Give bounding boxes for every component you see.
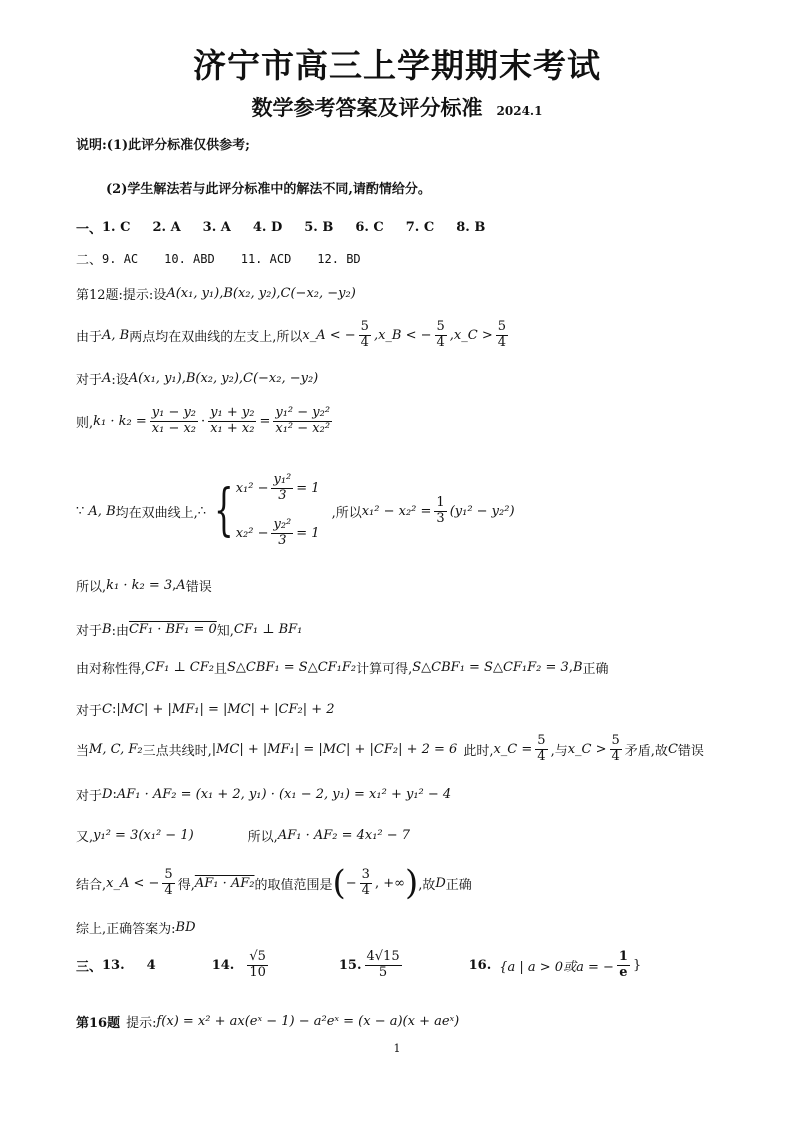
numerator: y₁² − y₂² [275, 405, 331, 420]
math: k₁ · k₂ = 3 [106, 578, 173, 593]
denominator: 4 [361, 882, 370, 898]
text: 对于 [76, 704, 103, 719]
fraction [162, 868, 174, 899]
q13-label: 13. [102, 957, 125, 973]
q16-close: } [632, 957, 642, 973]
text: , [568, 660, 573, 675]
answer-item: 1. C [102, 220, 131, 235]
exam-year: 2024.1 [496, 104, 543, 118]
denominator: e [619, 964, 628, 980]
q12-intro [76, 284, 356, 303]
option-letter: A [176, 578, 186, 593]
text: x₂² − [235, 526, 269, 541]
math-xc: ,x_C > [449, 327, 493, 343]
numerator: 5 [611, 733, 620, 748]
numerator: 3 [361, 866, 370, 882]
math: CF₁ ⊥ CF₂ [145, 660, 214, 675]
vector-dot: CF₁ · BF₁ = 0 [128, 622, 217, 637]
denominator: 3 [436, 510, 445, 526]
option-letter: C [102, 702, 112, 717]
section1-prefix: 一、 [76, 222, 103, 237]
answer-item: 3. A [202, 220, 231, 235]
text: 综上,正确答案为: [76, 922, 176, 937]
q16-hint-label: 第16题 [76, 1016, 121, 1031]
math-area: S△CBF₁ = S△CF₁F₂ = 3 [412, 660, 569, 675]
fraction [271, 473, 293, 504]
math: AF₁ · AF₂ = (x₁ + 2, y₁) · (x₁ − 2, y₁) = x₁² + y₁² − 4 [116, 787, 452, 802]
q16-hint [76, 1012, 459, 1031]
page-number: 1 [393, 1042, 401, 1055]
fraction [434, 496, 446, 527]
text: ,与 [550, 743, 568, 759]
denominator: 3 [278, 533, 287, 548]
math: M, C, F₂ [89, 741, 143, 757]
q12-option-a [76, 369, 318, 388]
q12-collinear [76, 734, 704, 765]
text: 对于 [76, 624, 103, 639]
text: 计算可得, [356, 662, 413, 677]
section2-answers [76, 249, 361, 268]
math-ab: A, B [102, 327, 130, 343]
numerator: 4√15 [366, 949, 400, 964]
vector-dot: AF₁ · AF₂ [194, 875, 255, 891]
math-k: k₁ · k₂ = [93, 413, 147, 429]
math: , +∞ [374, 875, 405, 891]
denominator: x₁ + x₂ [210, 420, 255, 436]
denominator: 10 [249, 964, 266, 980]
page-subtitle [0, 92, 794, 122]
denominator: 4 [611, 748, 620, 764]
math: y₁² = 3(x₁² − 1) [93, 828, 194, 843]
subtitle-text: 数学参考答案及评分标准 [251, 95, 483, 120]
text: 提示: [126, 1016, 157, 1031]
answer-item: 4. D [252, 220, 283, 235]
denominator: 4 [497, 334, 507, 350]
left-brace: { [214, 478, 234, 543]
text: 且 [214, 662, 228, 677]
q16-fraction [617, 950, 630, 981]
answer-item: 8. B [456, 220, 486, 235]
option-letter: D [102, 787, 113, 802]
denominator: 4 [537, 748, 546, 764]
numerator: 5 [360, 319, 369, 334]
text: 当 [76, 743, 90, 759]
math-area: S△CBF₁ = S△CF₁F₂ [227, 660, 357, 675]
numerator: y₂² [273, 517, 292, 533]
math: x₁² − x₂² = [361, 503, 432, 519]
q12-left-branch [76, 320, 511, 351]
q12-label: 第12题:提示:设 [76, 288, 167, 303]
page-title: 济宁市高三上学期期末考试 [193, 46, 601, 85]
right-paren: ) [404, 863, 419, 903]
math: CF₁ ⊥ BF₁ [233, 622, 303, 637]
answer-item: 10. ABD [164, 251, 215, 266]
fraction [360, 868, 372, 899]
text: , [172, 578, 177, 593]
text: ∵ [76, 503, 85, 519]
text: 所以, [76, 580, 107, 595]
text: = 1 [296, 481, 320, 496]
text: 错误 [677, 743, 704, 759]
q12-points: A(x₁, y₁),B(x₂, y₂),C(−x₂, −y₂) [166, 286, 356, 301]
q15-label: 15. [338, 957, 362, 973]
q12-slope-product: 则, k₁ · k₂ = $\frac{\text{y₁ − y₂}}{\text{x₁ − x₂}}$ · $\frac{\text{y₁ + y₂}}{\text{x₁ + x₂}}$ = $\frac{\text{y₁² − y₂²}}{\text{x₁² − x₂²}}$ [76, 405, 331, 436]
answer-item: 7. C [405, 220, 435, 235]
denominator: x₁ − x₂ [151, 420, 197, 436]
text: 结合, [76, 877, 107, 893]
text: 矛盾,故 [624, 743, 668, 759]
text: 正确 [445, 877, 472, 893]
text: ∴ [197, 503, 207, 519]
math-xb: ,x_B < − [373, 327, 432, 343]
math: f(x) = x² + ax(eˣ − 1) − a²eˣ = (x − a)(x + aeˣ) [156, 1014, 460, 1029]
math: |MC| + |MF₁| = |MC| + |CF₂| + 2 [116, 702, 335, 717]
answer-item: 12. BD [317, 251, 361, 266]
final-answer: BD [175, 920, 196, 935]
q13-value: 4 [146, 957, 156, 973]
math-ab: A, B [88, 503, 116, 519]
equation-system [236, 466, 320, 556]
text: 对于 [76, 789, 103, 804]
answer-item: 9. AC [102, 251, 139, 266]
text: 错误 [185, 580, 212, 595]
math: x_C = [493, 741, 533, 757]
math: x_A < − [106, 875, 160, 891]
text: x₁² − [235, 481, 269, 496]
text: : [112, 787, 117, 802]
math: |MC| + |MF₁| = |MC| + |CF₂| + 2 = 6 [211, 741, 458, 757]
q16-label: 16. [468, 957, 492, 973]
text: :设 [111, 373, 129, 388]
answer-item: 2. A [152, 220, 181, 235]
option-letter: C [667, 741, 678, 757]
q14-fraction [247, 950, 268, 981]
numerator: y₁ + y₂ [210, 405, 255, 420]
text: 由对称性得, [76, 662, 146, 677]
text: 均在双曲线上, [115, 505, 198, 521]
equation-row [236, 473, 320, 504]
math: (y₁² − y₂²) [449, 503, 515, 519]
text: 此时, [463, 743, 494, 759]
q12-points: A(x₁, y₁),B(x₂, y₂),C(−x₂, −y₂) [128, 371, 319, 386]
answer-item: 11. ACD [240, 251, 292, 266]
q12-symmetry [76, 658, 609, 677]
option-letter: D [435, 875, 446, 891]
fraction [610, 734, 622, 765]
denominator: 4 [436, 334, 445, 350]
option-letter: B [572, 660, 583, 675]
q14-label: 14. [211, 957, 235, 973]
math-xa: x_A < − [302, 327, 356, 343]
note-2: (2)学生解法若与此评分标准中的解法不同,请酌情给分。 [106, 182, 431, 197]
fraction [208, 406, 256, 437]
text: 三点共线时, [142, 743, 212, 759]
answer-item: 5. B [304, 220, 334, 235]
section2-prefix: 二、 [76, 253, 103, 268]
left-paren: ( [332, 863, 346, 903]
text: : [111, 702, 117, 717]
denominator: 3 [278, 488, 287, 503]
fraction [271, 518, 293, 549]
text: ,故 [418, 877, 436, 893]
numerator: 5 [537, 733, 546, 748]
text: 得, [177, 877, 195, 893]
fraction [535, 734, 547, 765]
fraction [359, 320, 371, 351]
numerator: 5 [436, 319, 445, 334]
text: 知, [216, 624, 234, 639]
denominator: 4 [360, 334, 369, 350]
text: 的取值范围是 [254, 877, 333, 893]
text: 正确 [582, 662, 609, 677]
section1-answers [76, 218, 485, 237]
fraction [435, 320, 447, 351]
denominator: 5 [378, 964, 388, 980]
numerator: √5 [249, 949, 266, 964]
numerator: y₁² [273, 472, 292, 488]
text: :由 [111, 624, 129, 639]
q15-fraction [365, 950, 402, 981]
q12-range: 结合, x_A < − $\frac{5}{4}$ 得, AF₁ · AF₂ 的取值范围是 ( − $\frac{3}{4}$ , +∞ ) ,故 D 正确 [76, 863, 472, 903]
text: 又, [76, 830, 94, 845]
q12-option-b [76, 620, 302, 639]
text: 所以, [247, 830, 278, 845]
fraction [273, 406, 332, 437]
option-letter: B [102, 622, 112, 637]
math: x_C > [567, 741, 607, 757]
q12-summary [76, 918, 196, 937]
section3-prefix: 三、 [76, 959, 103, 975]
numerator: 5 [164, 866, 173, 882]
section3-answers [76, 950, 641, 981]
equation-row [236, 518, 320, 549]
text: 则, [76, 415, 94, 431]
denominator: 4 [164, 882, 173, 898]
text: 两点均在双曲线的左支上,所以 [129, 329, 303, 345]
q12-option-c [76, 700, 335, 719]
text: = 1 [296, 526, 320, 541]
option-letter: A [102, 371, 112, 386]
text: 对于 [76, 373, 103, 388]
answer-item: 6. C [355, 220, 384, 235]
note-1: 说明:(1)此评分标准仅供参考; [76, 138, 250, 153]
numerator: 1 [436, 494, 445, 510]
fraction [496, 320, 508, 351]
math: AF₁ · AF₂ = 4x₁² − 7 [277, 828, 411, 843]
numerator: 5 [497, 319, 507, 334]
numerator: 1 [618, 949, 628, 964]
q12-system [76, 466, 515, 556]
denominator: x₁² − x₂² [275, 420, 331, 436]
q12-substitute [76, 826, 410, 845]
q12-a-conclusion [76, 576, 212, 595]
q12-option-d [76, 785, 451, 804]
text: 由于 [76, 329, 103, 345]
q16-answer: {a | a > 0或a = − [499, 959, 614, 975]
text: ,所以 [331, 505, 362, 521]
fraction [150, 406, 198, 437]
numerator: y₁ − y₂ [151, 405, 197, 420]
